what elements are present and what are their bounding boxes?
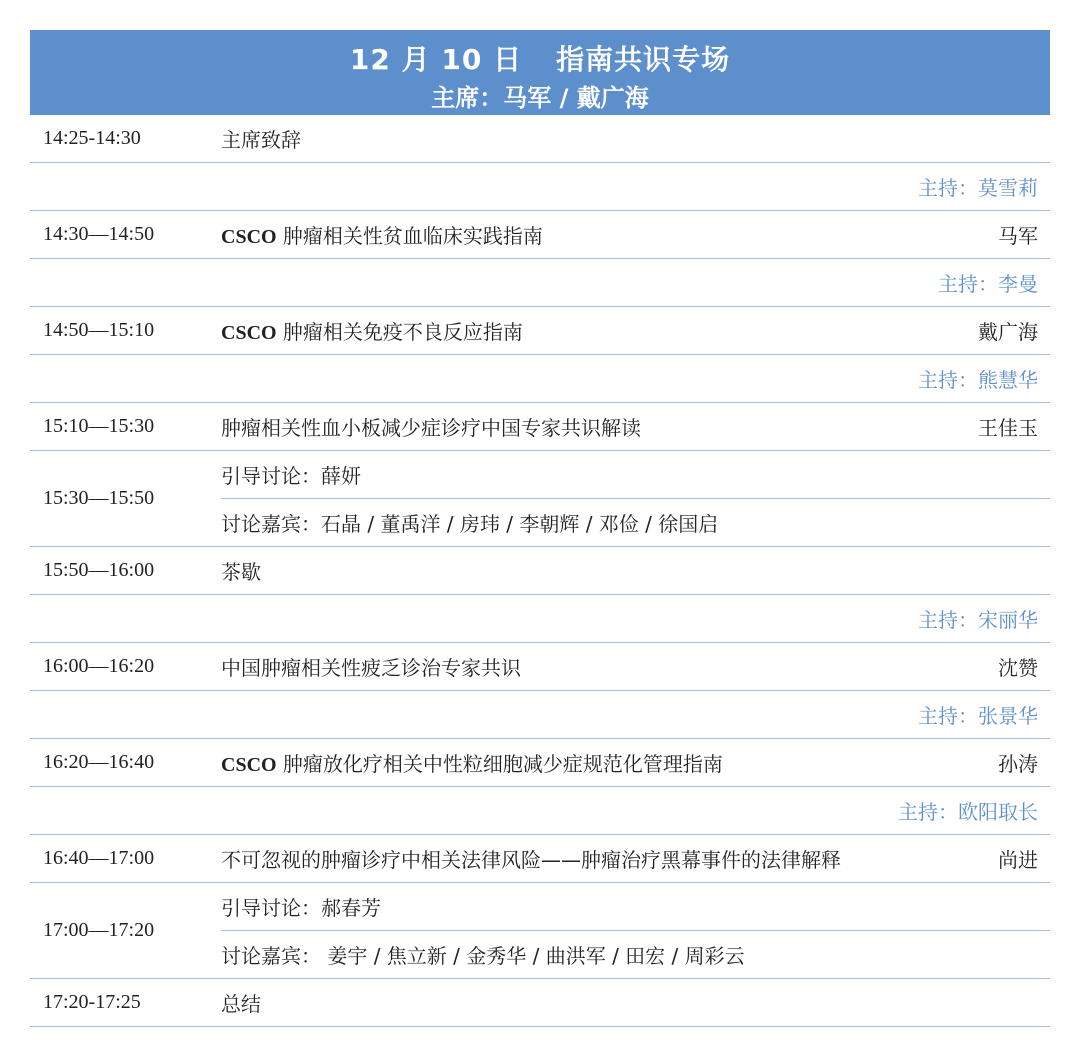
topic-cell: 不可忽视的肿瘤诊疗中相关法律风险——肿瘤治疗黑幕事件的法律解释 — [221, 835, 888, 883]
topic-cell: 茶歇 — [221, 547, 888, 595]
host-cell: 主持：莫雪莉 — [30, 163, 1050, 211]
topic-cell — [221, 739, 888, 787]
schedule-row — [30, 739, 1050, 787]
session-name: 指南共识专场 — [556, 43, 731, 76]
topic-prefix: CSCO — [221, 754, 277, 776]
host-row — [30, 691, 1050, 739]
discussion-lead: 引导讨论：郝春芳 — [221, 883, 1050, 931]
topic-text: 肿瘤相关免疫不良反应指南 — [276, 320, 523, 344]
discussion-row — [30, 451, 1050, 499]
topic-text: 肿瘤放化疗相关中性粒细胞减少症规范化管理指南 — [276, 752, 723, 776]
time-cell: 14:25-14:30 — [30, 115, 221, 163]
schedule-row — [30, 835, 1050, 883]
topic-text: 肿瘤相关性贫血临床实践指南 — [276, 224, 543, 248]
topic-cell: 肿瘤相关性血小板减少症诊疗中国专家共识解读 — [221, 403, 888, 451]
host-row — [30, 355, 1050, 403]
session-chairs: 主席：马军 / 戴广海 — [431, 84, 649, 112]
schedule-row — [30, 547, 1050, 595]
time-cell: 15:50—16:00 — [30, 547, 221, 595]
host-row — [30, 163, 1050, 211]
speaker-cell: 马军 — [888, 211, 1050, 259]
topic-prefix: CSCO — [221, 322, 277, 344]
host-cell: 主持：宋丽华 — [30, 595, 1050, 643]
schedule-row — [30, 307, 1050, 355]
discussion-panel: 讨论嘉宾： 姜宇 / 焦立新 / 金秀华 / 曲洪军 / 田宏 / 周彩云 — [221, 931, 1050, 979]
topic-cell: 总结 — [221, 979, 888, 1027]
topic-cell — [221, 211, 888, 259]
topic-cell — [221, 307, 888, 355]
host-row — [30, 595, 1050, 643]
speaker-cell: 沈赞 — [888, 643, 1050, 691]
speaker-cell: 孙涛 — [888, 739, 1050, 787]
speaker-cell: 尚进 — [888, 835, 1050, 883]
session-header — [30, 30, 1050, 115]
host-cell: 主持：熊慧华 — [30, 355, 1050, 403]
time-cell: 17:20-17:25 — [30, 979, 221, 1027]
speaker-cell: 王佳玉 — [888, 403, 1050, 451]
host-row — [30, 259, 1050, 307]
time-cell: 16:20—16:40 — [30, 739, 221, 787]
schedule-row — [30, 643, 1050, 691]
speaker-cell — [888, 547, 1050, 595]
schedule-row — [30, 211, 1050, 259]
time-cell: 14:30—14:50 — [30, 211, 221, 259]
schedule-row — [30, 115, 1050, 163]
speaker-cell — [888, 979, 1050, 1027]
speaker-cell — [888, 115, 1050, 163]
host-row — [30, 787, 1050, 835]
time-cell: 14:50—15:10 — [30, 307, 221, 355]
topic-cell: 主席致辞 — [221, 115, 888, 163]
topic-cell: 中国肿瘤相关性疲乏诊治专家共识 — [221, 643, 888, 691]
session-date: 12 月 10 日 — [349, 43, 523, 76]
time-cell: 15:10—15:30 — [30, 403, 221, 451]
time-cell: 16:40—17:00 — [30, 835, 221, 883]
time-cell: 17:00—17:20 — [30, 883, 221, 979]
speaker-cell: 戴广海 — [888, 307, 1050, 355]
schedule-row — [30, 403, 1050, 451]
schedule-row — [30, 979, 1050, 1027]
host-cell: 主持：欧阳取长 — [30, 787, 1050, 835]
discussion-lead: 引导讨论：薛妍 — [221, 451, 1050, 499]
discussion-panel: 讨论嘉宾：石晶 / 董禹洋 / 房玮 / 李朝辉 / 邓俭 / 徐国启 — [221, 499, 1050, 547]
host-cell: 主持：李曼 — [30, 259, 1050, 307]
time-cell: 15:30—15:50 — [30, 451, 221, 547]
host-cell: 主持：张景华 — [30, 691, 1050, 739]
schedule-table — [30, 115, 1050, 1027]
session-title — [30, 38, 1050, 78]
topic-prefix: CSCO — [221, 226, 277, 248]
time-cell: 16:00—16:20 — [30, 643, 221, 691]
discussion-row — [30, 883, 1050, 931]
